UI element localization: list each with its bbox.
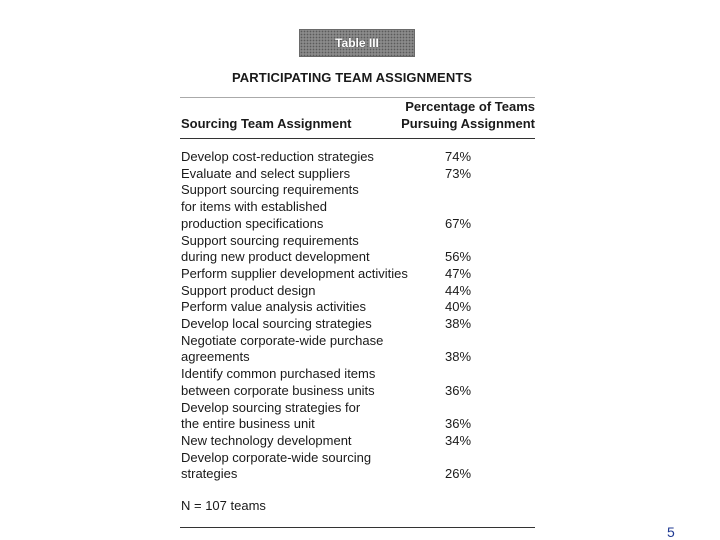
assignment-label: Evaluate and select suppliers	[181, 165, 351, 181]
assignment-percentage: 73%	[445, 165, 472, 181]
table-row	[181, 299, 481, 316]
assignment-percentage: 44%	[445, 282, 472, 298]
table-title: PARTICIPATING TEAM ASSIGNMENTS	[232, 70, 473, 85]
table-number-badge	[299, 29, 415, 57]
assignment-list	[181, 149, 481, 483]
table-number-label: Table III	[335, 36, 379, 50]
assignment-percentage: 47%	[445, 265, 472, 281]
assignment-label: Support sourcing requirements during new product development	[181, 232, 370, 265]
header-rule	[180, 138, 535, 139]
assignment-label: Identify common purchased items between corporate business units	[181, 366, 376, 398]
table-row	[181, 166, 481, 183]
table-row	[181, 333, 481, 366]
assignment-label: Perform supplier development activities	[181, 265, 408, 281]
table-row	[181, 433, 481, 450]
table-row	[181, 149, 481, 166]
assignment-label: Develop local sourcing strategies	[181, 316, 372, 332]
page-number: 5	[667, 524, 675, 540]
column-header-percentage: Percentage of Teams Pursuing Assignment	[401, 99, 535, 131]
table-row	[181, 233, 481, 266]
sample-size-footnote: N = 107 teams	[181, 498, 266, 513]
assignment-label: Negotiate corporate-wide purchase agreements	[181, 332, 384, 365]
table-row	[181, 450, 481, 483]
assignment-label: Develop sourcing strategies for the entire business unit	[181, 399, 361, 432]
table-row	[181, 316, 481, 333]
assignment-percentage: 40%	[445, 299, 472, 315]
assignment-percentage: 38%	[445, 349, 472, 365]
assignment-percentage: 56%	[445, 249, 472, 265]
assignment-percentage: 74%	[445, 149, 472, 164]
table-row	[181, 283, 481, 300]
column-header-assignment: Sourcing Team Assignment	[181, 116, 352, 131]
table-row	[181, 182, 481, 232]
assignment-percentage: 26%	[445, 466, 472, 482]
assignment-label: Support product design	[181, 282, 316, 298]
assignment-label: Support sourcing requirements for items with established production specifications	[181, 182, 359, 231]
assignment-percentage: 36%	[445, 382, 472, 398]
table-row	[181, 366, 481, 399]
table-row	[181, 266, 481, 283]
assignment-percentage: 36%	[445, 416, 472, 432]
table-row	[181, 400, 481, 433]
assignment-percentage: 34%	[445, 432, 472, 448]
assignment-label: Develop cost-reduction strategies	[181, 149, 374, 164]
assignment-label: New technology development	[181, 432, 352, 448]
assignment-percentage: 38%	[445, 316, 472, 332]
assignment-label: Develop corporate-wide sourcing strategies	[181, 449, 372, 482]
assignment-percentage: 67%	[445, 215, 472, 231]
bottom-rule	[180, 527, 535, 528]
assignment-label: Perform value analysis activities	[181, 299, 366, 315]
